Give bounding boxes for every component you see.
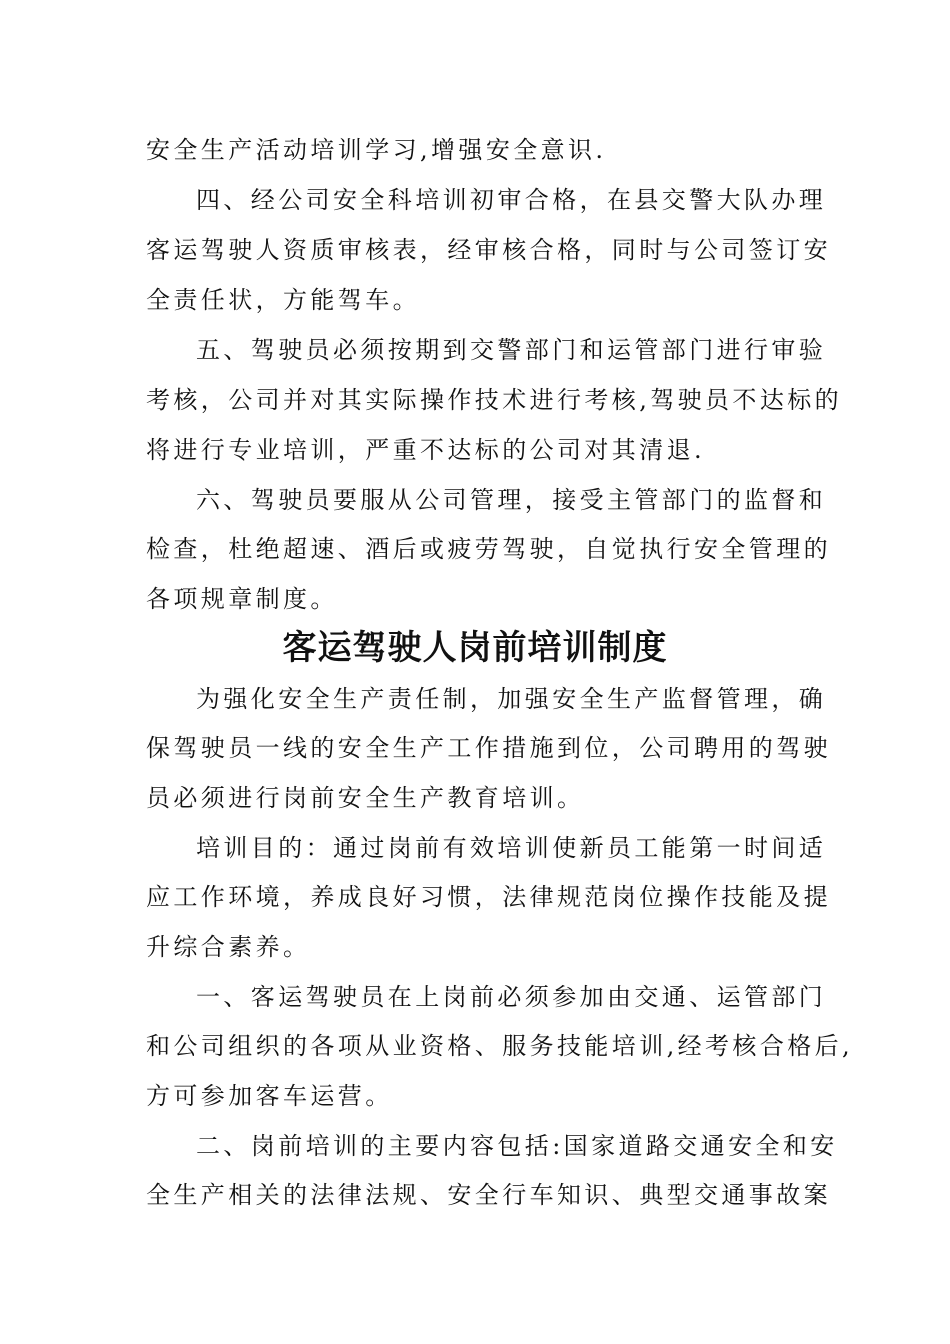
text-line: 检查，杜绝超速、酒后或疲劳驾驶，自觉执行安全管理的 bbox=[146, 535, 831, 563]
text-line: 和公司组织的各项从业资格、服务技能培训,经考核合格后, bbox=[146, 1032, 854, 1060]
text-line: 考核，公司并对其实际操作技术进行考核,驾驶员不达标的 bbox=[146, 386, 843, 414]
text-line: 员必须进行岗前安全生产教育培训。 bbox=[146, 784, 585, 812]
text-line: 方可参加客车运营。 bbox=[146, 1082, 393, 1110]
paragraph-start-line: 培训目的：通过岗前有效培训使新员工能第一时间适 bbox=[196, 834, 827, 862]
text-line: 全生产相关的法律法规、安全行车知识、典型交通事故案 bbox=[146, 1181, 831, 1209]
paragraph-start-line: 一、客运驾驶员在上岗前必须参加由交通、运管部门 bbox=[196, 983, 827, 1011]
section-title: 客运驾驶人岗前培训制度 bbox=[282, 628, 668, 668]
paragraph-start-line: 六、驾驶员要服从公司管理，接受主管部门的监督和 bbox=[196, 486, 827, 514]
text-line: 保驾驶员一线的安全生产工作措施到位，公司聘用的驾驶 bbox=[146, 734, 831, 762]
paragraph-start-line: 四、经公司安全科培训初审合格，在县交警大队办理 bbox=[196, 186, 827, 214]
text-line: 各项规章制度。 bbox=[146, 585, 338, 613]
text-line: 应工作环境，养成良好习惯，法律规范岗位操作技能及提 bbox=[146, 883, 831, 911]
paragraph-start-line: 二、岗前培训的主要内容包括:国家道路交通安全和安 bbox=[196, 1132, 838, 1160]
text-line: 升综合素养。 bbox=[146, 933, 311, 961]
text-line: 将进行专业培训，严重不达标的公司对其清退. bbox=[146, 436, 706, 464]
paragraph-start-line: 五、驾驶员必须按期到交警部门和运管部门进行审验 bbox=[196, 336, 827, 364]
text-line: 客运驾驶人资质审核表，经审核合格，同时与公司签订安 bbox=[146, 236, 831, 264]
text-line: 安全生产活动培训学习,增强安全意识. bbox=[146, 136, 607, 164]
paragraph-start-line: 为强化安全生产责任制，加强安全生产监督管理，确 bbox=[196, 685, 827, 713]
text-line: 全责任状，方能驾车。 bbox=[146, 286, 420, 314]
